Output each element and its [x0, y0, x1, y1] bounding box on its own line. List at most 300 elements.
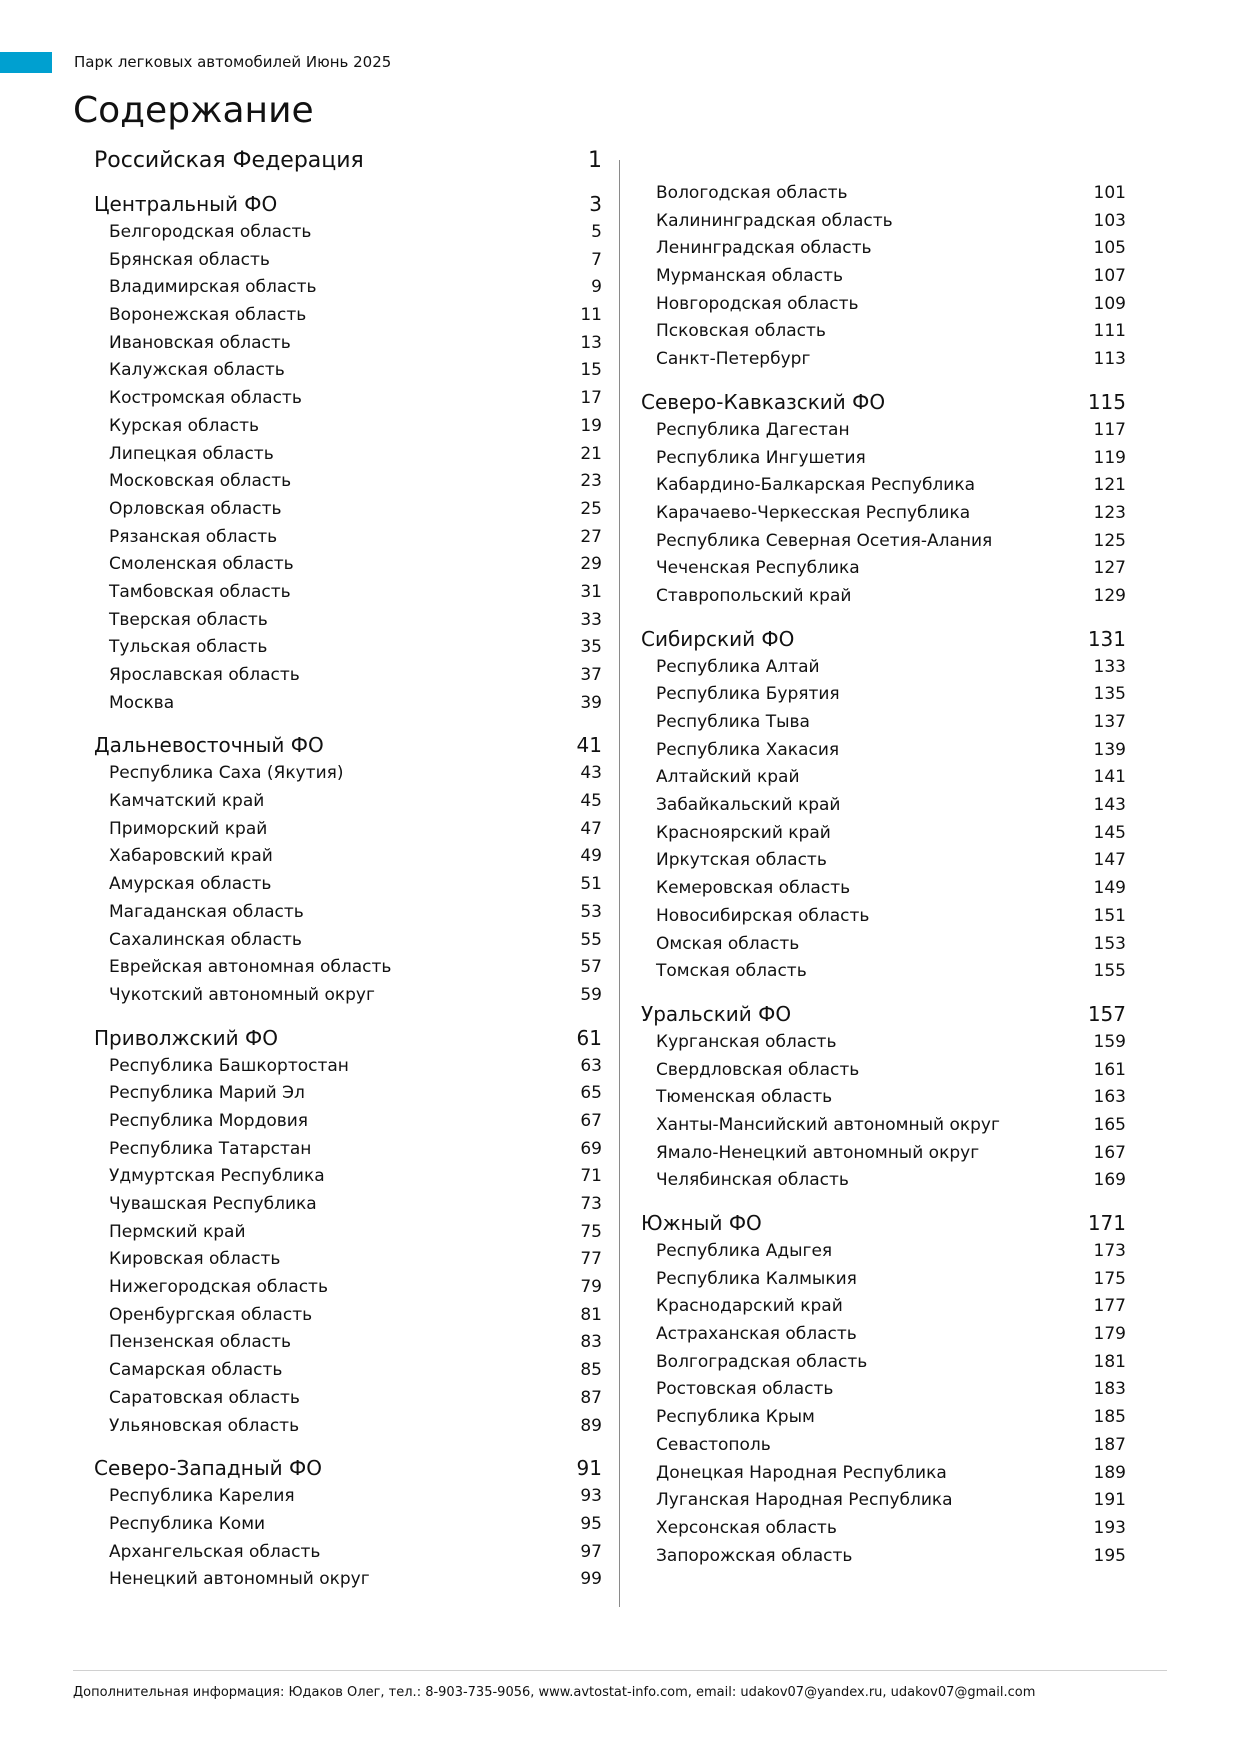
toc-entry-page: 187: [1093, 1434, 1126, 1455]
toc-entry-label: Санкт-Петербург: [656, 349, 811, 370]
toc-entry-label: Рязанская область: [109, 526, 278, 547]
toc-entry-page: 13: [580, 332, 602, 353]
toc-entry-label: Северо-Западный ФО: [94, 1456, 322, 1481]
toc-region-item[interactable]: [94, 1413, 602, 1441]
toc-entry-page: 59: [580, 984, 602, 1005]
toc-entry-page: 57: [580, 957, 602, 978]
toc-entry-page: 55: [580, 929, 602, 950]
toc-region-item[interactable]: [641, 1432, 1126, 1460]
toc-region-item[interactable]: [94, 1080, 602, 1108]
toc-entry-page: 125: [1093, 530, 1126, 551]
toc-entry-page: 109: [1093, 293, 1126, 314]
toc-region-item[interactable]: [94, 219, 602, 247]
toc-entry-page: 159: [1093, 1031, 1126, 1052]
toc-entry-label: Ямало-Ненецкий автономный округ: [656, 1142, 980, 1163]
toc-entry-page: 157: [1087, 1001, 1126, 1026]
toc-section: [94, 1453, 602, 1594]
toc-region-item[interactable]: [641, 1293, 1126, 1321]
toc-entry-page: 129: [1093, 585, 1126, 606]
page-title: Содержание: [73, 90, 314, 131]
toc-entry-label: Республика Татарстан: [109, 1138, 312, 1159]
toc-entry-page: 127: [1093, 558, 1126, 579]
toc-district-heading[interactable]: [94, 189, 602, 219]
toc-entry-page: 183: [1093, 1379, 1126, 1400]
toc-region-item[interactable]: [94, 247, 602, 275]
toc-entry-label: Ростовская область: [656, 1379, 834, 1400]
toc-region-item[interactable]: [641, 958, 1126, 986]
toc-region-item[interactable]: [641, 555, 1126, 583]
toc-entry-page: 93: [580, 1486, 602, 1507]
toc-entry-page: 185: [1093, 1407, 1126, 1428]
toc-region-item[interactable]: [94, 843, 602, 871]
toc-region-item[interactable]: [641, 875, 1126, 903]
toc-entry-label: Чувашская Республика: [109, 1194, 317, 1214]
toc-region-item[interactable]: [94, 1163, 602, 1191]
toc-entry-page: 191: [1093, 1490, 1126, 1511]
toc-region-item[interactable]: [94, 1302, 602, 1330]
toc-region-item[interactable]: [641, 1487, 1126, 1515]
toc-entry-label: Ненецкий автономный округ: [109, 1569, 370, 1590]
toc-section: [641, 624, 1126, 986]
toc-entry-page: 107: [1093, 266, 1126, 287]
toc-region-item[interactable]: [641, 1238, 1126, 1266]
toc-region-item[interactable]: [641, 1266, 1126, 1294]
toc-entry-label: Северо-Кавказский ФО: [641, 389, 886, 414]
toc-entry-label: Запорожская область: [656, 1545, 853, 1566]
toc-entry-page: 95: [580, 1513, 602, 1534]
toc-entry-page: 193: [1093, 1517, 1126, 1538]
toc-district-heading[interactable]: [641, 999, 1126, 1029]
toc-entry-label: Дальневосточный ФО: [94, 733, 324, 758]
toc-entry-page: 71: [580, 1166, 602, 1187]
toc-region-item[interactable]: [94, 274, 602, 302]
toc-entry-page: 121: [1093, 475, 1126, 496]
toc-entry-page: 25: [580, 498, 602, 519]
toc-entry-label: Хабаровский край: [109, 846, 273, 867]
toc-entry-page: 77: [580, 1249, 602, 1270]
toc-entry-page: 103: [1093, 210, 1126, 231]
toc-region-item[interactable]: [94, 1136, 602, 1164]
toc-region-item[interactable]: [641, 180, 1126, 208]
toc-entry-label: Херсонская область: [656, 1517, 837, 1538]
toc-region-item[interactable]: [641, 903, 1126, 931]
toc-entry-page: 61: [576, 1025, 602, 1050]
toc-entry-page: 87: [580, 1387, 602, 1408]
toc-entry-page: 119: [1093, 447, 1126, 468]
toc-entry-label: Республика Мордовия: [109, 1110, 309, 1131]
toc-entry-label: Еврейская автономная область: [109, 957, 392, 978]
toc-region-item[interactable]: [641, 1460, 1126, 1488]
toc-entry-page: 5: [591, 222, 602, 242]
toc-region-item[interactable]: [641, 1543, 1126, 1571]
toc-entry-label: Сахалинская область: [109, 929, 302, 950]
toc-entry-page: 135: [1093, 684, 1126, 705]
toc-region-item[interactable]: [641, 417, 1126, 445]
toc-entry-label: Приволжский ФО: [94, 1025, 278, 1050]
toc-entry-label: Курская область: [109, 415, 260, 436]
toc-entry-page: 35: [580, 637, 602, 658]
toc-entry-label: Забайкальский край: [656, 795, 841, 816]
toc-region-item[interactable]: [641, 1084, 1126, 1112]
toc-entry-page: 73: [580, 1194, 602, 1214]
toc-entry-label: Республика Калмыкия: [656, 1268, 857, 1289]
toc-entry-page: 83: [580, 1332, 602, 1353]
toc-region-item[interactable]: [94, 788, 602, 816]
toc-entry-page: 167: [1093, 1142, 1126, 1163]
toc-entry-label: Центральный ФО: [94, 192, 278, 216]
toc-region-item[interactable]: [94, 1108, 602, 1136]
toc-region-item[interactable]: [94, 302, 602, 330]
toc-region-item[interactable]: [641, 1112, 1126, 1140]
toc-entry-label: Новосибирская область: [656, 905, 870, 926]
toc-entry-label: Республика Коми: [109, 1513, 266, 1534]
document-header: Парк легковых автомобилей Июнь 2025: [74, 53, 392, 71]
toc-region-item[interactable]: [641, 1349, 1126, 1377]
toc-entry-page: 65: [580, 1083, 602, 1104]
toc-region-item[interactable]: [641, 346, 1126, 374]
toc-entry-page: 81: [580, 1304, 602, 1325]
toc-entry-label: Республика Дагестан: [656, 419, 850, 440]
toc-region-item[interactable]: [641, 709, 1126, 737]
toc-entry-label: Архангельская область: [109, 1541, 321, 1562]
toc-region-item[interactable]: [641, 1029, 1126, 1057]
toc-entry-page: 155: [1093, 961, 1126, 982]
toc-entry-page: 117: [1093, 419, 1126, 440]
toc-region-item[interactable]: [94, 982, 602, 1010]
toc-entry-page: 113: [1093, 349, 1126, 370]
toc-entry-label: Севастополь: [656, 1434, 771, 1455]
toc-entry-page: 43: [580, 763, 602, 784]
toc-entry-label: Оренбургская область: [109, 1304, 313, 1325]
toc-region-item[interactable]: [641, 1515, 1126, 1543]
toc-region-item[interactable]: [94, 1357, 602, 1385]
toc-entry-page: 131: [1087, 626, 1126, 651]
toc-left-column: [94, 144, 602, 1594]
toc-entry-page: 69: [580, 1138, 602, 1159]
toc-entry-label: Краснодарский край: [656, 1296, 843, 1317]
toc-region-item[interactable]: [94, 816, 602, 844]
toc-entry-label: Москва: [109, 692, 175, 713]
toc-region-item[interactable]: [641, 318, 1126, 346]
toc-region-item[interactable]: [641, 737, 1126, 765]
toc-entry-label: Псковская область: [656, 321, 826, 342]
toc-entry-label: Владимирская область: [109, 277, 317, 298]
toc-entry-label: Республика Башкортостан: [109, 1055, 349, 1076]
footer-contact-info: Дополнительная информация: Юдаков Олег, тел.: 8-903-735-9056, www.avtostat-info.com, email: udakov07@yandex.ru, udakov07@gmail.com: [73, 1685, 1036, 1700]
toc-region-item[interactable]: [94, 496, 602, 524]
toc-region-item[interactable]: [94, 1246, 602, 1274]
toc-entry-label: Вологодская область: [656, 183, 848, 203]
toc-region-item[interactable]: [641, 764, 1126, 792]
toc-entry-label: Луганская Народная Республика: [656, 1490, 953, 1511]
toc-entry-label: Магаданская область: [109, 901, 304, 922]
toc-entry-page: 145: [1093, 822, 1126, 843]
toc-entry-page: 63: [580, 1055, 602, 1076]
toc-entry-label: Кабардино-Балкарская Республика: [656, 475, 976, 496]
toc-entry-label: Томская область: [656, 961, 807, 982]
toc-entry-page: 33: [580, 609, 602, 630]
toc-entry-label: Тюменская область: [656, 1087, 833, 1108]
toc-entry-page: 9: [591, 277, 602, 298]
toc-entry-label: Волгоградская область: [656, 1351, 868, 1372]
toc-entry-page: 21: [580, 443, 602, 464]
toc-entry-page: 91: [576, 1456, 602, 1481]
toc-entry-page: 37: [580, 665, 602, 685]
toc-entry-label: Орловская область: [109, 498, 282, 519]
toc-section: [94, 730, 602, 1009]
toc-region-item[interactable]: [94, 690, 602, 718]
toc-region-item[interactable]: [641, 472, 1126, 500]
toc-entry-label: Челябинская область: [656, 1170, 849, 1191]
toc-entry-page: 51: [580, 874, 602, 895]
toc-entry-page: 1: [588, 148, 602, 173]
toc-district-heading[interactable]: [94, 1453, 602, 1483]
toc-entry-label: Республика Карелия: [109, 1486, 295, 1507]
toc-entry-page: 171: [1087, 1211, 1126, 1235]
toc-entry-label: Республика Марий Эл: [109, 1083, 305, 1104]
toc-entry-russia[interactable]: [94, 144, 602, 178]
toc-entry-label: Карачаево-Черкесская Республика: [656, 502, 971, 523]
toc-entry-page: 45: [580, 791, 602, 812]
toc-entry-label: Пермский край: [109, 1221, 246, 1242]
toc-entry-label: Чеченская Республика: [656, 558, 860, 579]
toc-entry-label: Алтайский край: [656, 767, 800, 788]
toc-entry-label: Чукотский автономный округ: [109, 984, 375, 1005]
toc-entry-label: Республика Адыгея: [656, 1241, 833, 1261]
toc-region-item[interactable]: [94, 1274, 602, 1302]
toc-entry-label: Мурманская область: [656, 266, 843, 287]
toc-entry-label: Липецкая область: [109, 443, 274, 464]
toc-entry-page: 47: [580, 818, 602, 839]
toc-entry-label: Кировская область: [109, 1249, 281, 1270]
toc-region-item[interactable]: [641, 820, 1126, 848]
toc-region-item[interactable]: [94, 1053, 602, 1081]
toc-entry-label: Амурская область: [109, 874, 272, 895]
toc-region-item[interactable]: [94, 551, 602, 579]
toc-entry-page: 17: [580, 388, 602, 409]
toc-district-heading[interactable]: [641, 624, 1126, 654]
toc-entry-page: 67: [580, 1110, 602, 1131]
column-divider: [619, 160, 620, 1607]
toc-district-heading[interactable]: [94, 1023, 602, 1053]
toc-entry-label: Тульская область: [109, 637, 268, 658]
toc-region-item[interactable]: [641, 1140, 1126, 1168]
toc-entry-label: Ульяновская область: [109, 1415, 300, 1436]
toc-entry-label: Тамбовская область: [109, 581, 291, 602]
toc-entry-page: 139: [1093, 739, 1126, 760]
toc-entry-label: Ивановская область: [109, 332, 291, 353]
toc-region-item[interactable]: [641, 291, 1126, 319]
toc-entry-page: 23: [580, 471, 602, 492]
toc-entry-page: 169: [1093, 1170, 1126, 1191]
toc-entry-label: Свердловская область: [656, 1059, 860, 1080]
toc-region-item[interactable]: [641, 445, 1126, 473]
toc-region-item[interactable]: [641, 792, 1126, 820]
toc-entry-label: Приморский край: [109, 818, 268, 839]
toc-region-item[interactable]: [641, 681, 1126, 709]
toc-section: [94, 1023, 602, 1441]
toc-entry-label: Сибирский ФО: [641, 626, 795, 651]
toc-entry-page: 75: [580, 1221, 602, 1242]
toc-region-item[interactable]: [94, 357, 602, 385]
toc-district-heading[interactable]: [641, 387, 1126, 417]
toc-entry-label: Смоленская область: [109, 554, 294, 575]
toc-entry-page: 163: [1093, 1087, 1126, 1108]
toc-region-item[interactable]: [641, 931, 1126, 959]
footer-divider: [73, 1670, 1167, 1671]
toc-region-item[interactable]: [94, 1539, 602, 1567]
toc-region-item[interactable]: [641, 208, 1126, 236]
toc-region-item[interactable]: [94, 1191, 602, 1219]
toc-region-item[interactable]: [94, 330, 602, 358]
toc-region-item[interactable]: [94, 1483, 602, 1511]
toc-entry-label: Камчатский край: [109, 791, 265, 812]
toc-entry-page: 79: [580, 1277, 602, 1298]
toc-region-item[interactable]: [94, 607, 602, 635]
toc-entry-label: Республика Ингушетия: [656, 447, 866, 468]
toc-entry-label: Кемеровская область: [656, 878, 851, 899]
toc-entry-label: Республика Алтай: [656, 656, 820, 677]
toc-entry-page: 189: [1093, 1462, 1126, 1483]
toc-region-item[interactable]: [94, 899, 602, 927]
toc-entry-page: 89: [580, 1415, 602, 1436]
toc-region-item[interactable]: [94, 524, 602, 552]
toc-entry-page: 181: [1093, 1351, 1126, 1372]
accent-bar: [0, 52, 52, 73]
toc-entry-page: 31: [580, 581, 602, 602]
toc-region-item[interactable]: [94, 1511, 602, 1539]
toc-region-item[interactable]: [641, 583, 1126, 611]
toc-region-item[interactable]: [94, 441, 602, 469]
toc-region-item[interactable]: [641, 263, 1126, 291]
toc-entry-page: 41: [576, 733, 602, 758]
toc-region-item[interactable]: [94, 468, 602, 496]
toc-entry-label: Республика Крым: [656, 1407, 815, 1428]
toc-entry-label: Ленинградская область: [656, 238, 872, 259]
toc-entry-page: 133: [1093, 656, 1126, 677]
toc-entry-label: Республика Бурятия: [656, 684, 840, 705]
toc-entry-page: 7: [591, 249, 602, 270]
toc-district-heading[interactable]: [94, 730, 602, 760]
toc-entry-label: Калужская область: [109, 360, 285, 381]
toc-entry-label: Белгородская область: [109, 222, 312, 242]
toc-region-item[interactable]: [94, 579, 602, 607]
toc-entry-page: 49: [580, 846, 602, 867]
toc-region-item[interactable]: [641, 847, 1126, 875]
toc-entry-label: Иркутская область: [656, 850, 827, 871]
toc-region-item[interactable]: [94, 954, 602, 982]
toc-section: [641, 999, 1126, 1195]
toc-region-item[interactable]: [94, 634, 602, 662]
toc-region-item[interactable]: [641, 654, 1126, 682]
toc-region-item[interactable]: [641, 528, 1126, 556]
toc-entry-label: Новгородская область: [656, 293, 859, 314]
toc-entry-label: Калининградская область: [656, 210, 893, 231]
toc-entry-label: Брянская область: [109, 249, 270, 270]
toc-entry-label: Уральский ФО: [641, 1001, 792, 1026]
toc-entry-label: Республика Тыва: [656, 712, 810, 732]
toc-section: [641, 387, 1126, 611]
toc-region-item[interactable]: [94, 385, 602, 413]
toc-entry-label: Южный ФО: [641, 1211, 762, 1235]
toc-region-item[interactable]: [94, 413, 602, 441]
toc-entry-label: Костромская область: [109, 388, 302, 409]
toc-entry-label: Российская Федерация: [94, 148, 364, 173]
toc-entry-page: 161: [1093, 1059, 1126, 1080]
toc-entry-page: 195: [1093, 1545, 1126, 1566]
toc-entry-label: Республика Северная Осетия-Алания: [656, 530, 993, 551]
toc-entry-page: 99: [580, 1569, 602, 1590]
toc-entry-page: 153: [1093, 933, 1126, 954]
toc-entry-page: 85: [580, 1360, 602, 1381]
toc-entry-page: 39: [580, 692, 602, 713]
toc-entry-page: 19: [580, 415, 602, 436]
toc-entry-label: Саратовская область: [109, 1387, 300, 1408]
toc-section: [94, 189, 602, 717]
toc-entry-page: 151: [1093, 905, 1126, 926]
toc-entry-page: 105: [1093, 238, 1126, 259]
toc-region-item[interactable]: [641, 500, 1126, 528]
toc-region-item[interactable]: [641, 1404, 1126, 1432]
toc-entry-label: Донецкая Народная Республика: [656, 1462, 947, 1483]
toc-region-item[interactable]: [641, 1057, 1126, 1085]
toc-entry-page: 111: [1093, 321, 1126, 342]
toc-entry-page: 179: [1093, 1324, 1126, 1345]
toc-entry-page: 141: [1093, 767, 1126, 788]
toc-entry-page: 101: [1093, 183, 1126, 203]
toc-entry-page: 3: [589, 192, 602, 216]
toc-region-item[interactable]: [641, 1321, 1126, 1349]
toc-entry-page: 11: [580, 305, 602, 326]
toc-entry-label: Нижегородская область: [109, 1277, 328, 1298]
toc-entry-page: 143: [1093, 795, 1126, 816]
toc-region-item[interactable]: [94, 1566, 602, 1594]
toc-entry-page: 27: [580, 526, 602, 547]
toc-entry-label: Астраханская область: [656, 1324, 857, 1345]
toc-entry-page: 29: [580, 554, 602, 575]
toc-entry-label: Самарская область: [109, 1360, 283, 1381]
toc-entry-label: Пензенская область: [109, 1332, 292, 1353]
toc-region-item[interactable]: [94, 662, 602, 690]
toc-entry-page: 177: [1093, 1296, 1126, 1317]
toc-region-item[interactable]: [641, 1167, 1126, 1195]
toc-entry-label: Удмуртская Республика: [109, 1166, 325, 1187]
toc-right-column: [641, 180, 1126, 1570]
toc-region-item[interactable]: [94, 760, 602, 788]
toc-district-heading[interactable]: [641, 1208, 1126, 1238]
toc-entry-page: 165: [1093, 1114, 1126, 1135]
toc-entry-label: Ярославская область: [109, 665, 300, 685]
toc-region-item[interactable]: [94, 927, 602, 955]
toc-entry-page: 149: [1093, 878, 1126, 899]
toc-region-item[interactable]: [94, 1385, 602, 1413]
toc-entry-page: 147: [1093, 850, 1126, 871]
toc-entry-label: Ставропольский край: [656, 585, 852, 606]
toc-entry-label: Воронежская область: [109, 305, 307, 326]
toc-entry-label: Республика Хакасия: [656, 739, 840, 760]
toc-section: [641, 1208, 1126, 1570]
toc-region-item[interactable]: [641, 235, 1126, 263]
toc-entry-label: Красноярский край: [656, 822, 831, 843]
toc-entry-page: 137: [1093, 712, 1126, 732]
toc-region-item[interactable]: [641, 1376, 1126, 1404]
toc-region-item[interactable]: [94, 1219, 602, 1247]
toc-entry-label: Омская область: [656, 933, 800, 954]
toc-region-item[interactable]: [94, 1329, 602, 1357]
toc-entry-page: 123: [1093, 502, 1126, 523]
toc-entry-label: Тверская область: [109, 609, 268, 630]
toc-region-item[interactable]: [94, 871, 602, 899]
